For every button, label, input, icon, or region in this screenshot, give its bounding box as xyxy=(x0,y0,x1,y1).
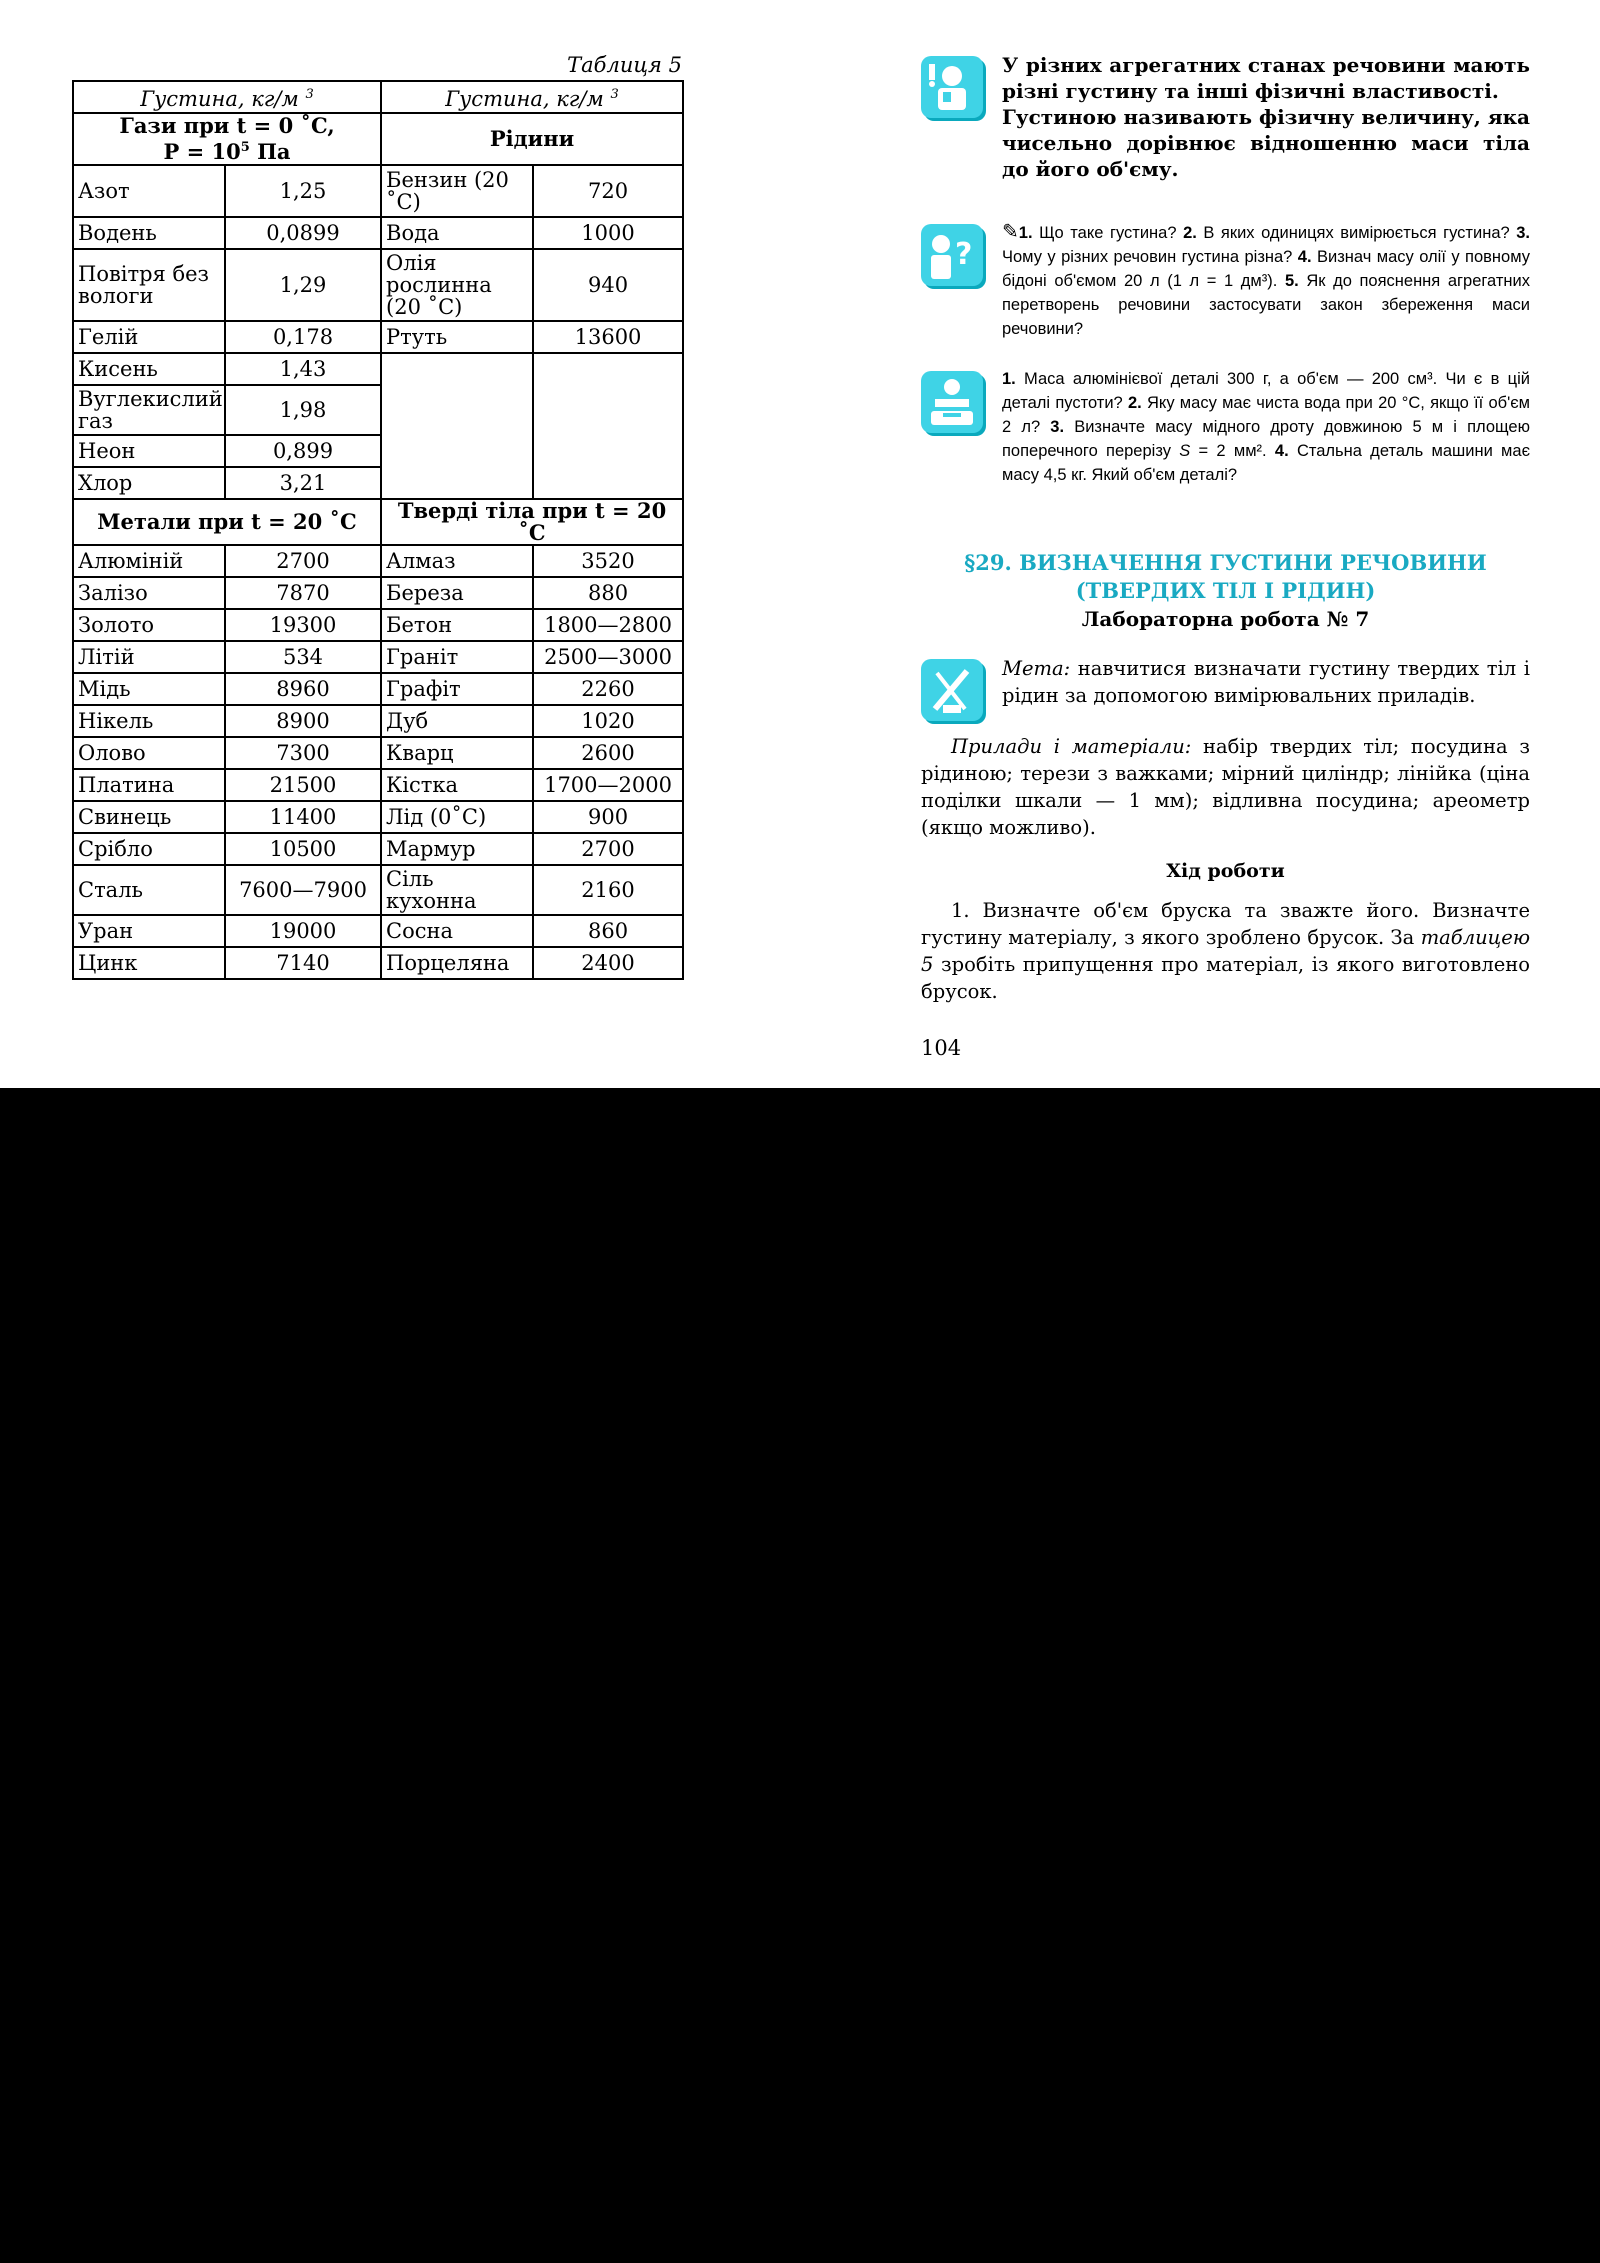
pencil-icon: ✎ xyxy=(1002,221,1019,243)
substance-name: Алюміній xyxy=(73,545,225,577)
density-value: 7870 xyxy=(225,577,381,609)
substance-name: Мармур xyxy=(381,833,533,865)
substance-name: Ртуть xyxy=(381,321,533,353)
table-row xyxy=(73,609,683,641)
density-value: 2260 xyxy=(533,673,683,705)
density-value: 11400 xyxy=(225,801,381,833)
svg-text:?: ? xyxy=(955,237,973,272)
density-value: 940 xyxy=(533,249,683,321)
substance-name: Золото xyxy=(73,609,225,641)
substance-name: Залізо xyxy=(73,577,225,609)
section-title: §29. ВИЗНАЧЕННЯ ГУСТИНИ РЕЧОВИНИ (ТВЕРДИХ ТІЛ І РІДИН) xyxy=(964,550,1487,603)
table-row xyxy=(73,217,683,249)
density-value: 0,0899 xyxy=(225,217,381,249)
substance-name: Свинець xyxy=(73,801,225,833)
density-value: 13600 xyxy=(533,321,683,353)
density-value: 2500—3000 xyxy=(533,641,683,673)
summary-line2: Густиною називають фізичну величину, яка чисельно дорівнює відношенню маси тіла до його об'єму. xyxy=(1002,105,1530,181)
substance-name: Лід (0˚C) xyxy=(381,801,533,833)
density-value: 7600—7900 xyxy=(225,865,381,915)
density-value: 2600 xyxy=(533,737,683,769)
goal-text: Мета: навчитися визначати густину твердих тіл і рідин за допомогою вимірювальних приладів. xyxy=(1002,657,1530,707)
substance-name: Цинк xyxy=(73,947,225,979)
density-value: 2400 xyxy=(533,947,683,979)
substance-name: Кістка xyxy=(381,769,533,801)
density-value: 19300 xyxy=(225,609,381,641)
questions-icon xyxy=(921,224,983,286)
density-value: 1020 xyxy=(533,705,683,737)
problems-icon xyxy=(921,371,983,433)
table-row xyxy=(73,865,683,915)
empty-cell xyxy=(533,353,683,499)
substance-name: Бензин (20 ˚C) xyxy=(381,165,533,217)
density-value: 3520 xyxy=(533,545,683,577)
density-value: 860 xyxy=(533,915,683,947)
table-row xyxy=(73,165,683,217)
group-row xyxy=(73,499,683,545)
table-row xyxy=(73,737,683,769)
density-value: 1,25 xyxy=(225,165,381,217)
substance-name: Граніт xyxy=(381,641,533,673)
substance-name: Олово xyxy=(73,737,225,769)
substance-name: Мідь xyxy=(73,673,225,705)
density-value: 0,178 xyxy=(225,321,381,353)
substance-name: Сталь xyxy=(73,865,225,915)
table-row xyxy=(73,947,683,979)
density-value: 8900 xyxy=(225,705,381,737)
substance-name: Вода xyxy=(381,217,533,249)
substance-name: Повітря без вологи xyxy=(73,249,225,321)
table-caption: Таблиця 5 xyxy=(567,53,682,77)
group-row xyxy=(73,113,683,165)
solids-heading: Тверді тіла при t = 20 ˚C xyxy=(381,499,683,545)
density-value: 2700 xyxy=(533,833,683,865)
left-page xyxy=(72,50,684,1110)
density-value: 720 xyxy=(533,165,683,217)
page-number-right: 104 xyxy=(921,1036,962,1060)
substance-name: Уран xyxy=(73,915,225,947)
summary-line1: У різних агрегатних станах речовини мають різні густину та інші фізичні властивості. xyxy=(1002,53,1530,103)
problems-text: 1. Маса алюмінієвої деталі 300 г, а об'єм — 200 см³. Чи є в цій деталі пустоти? 2. Яку масу має чиста вода при 20 °С, якщо її об'єм 2 л? 3. Визначте масу мідного дроту довжиною 5 м і площею поперечного перерізу S = 2 мм². 4. Стальна деталь машини має масу 4,5 кг. Який об'єм деталі? xyxy=(1002,370,1530,484)
table-row xyxy=(73,577,683,609)
density-value: 0,899 xyxy=(225,435,381,467)
procedure-heading: Хід роботи xyxy=(1166,860,1285,882)
column-header: Густина, кг/м $^3$ xyxy=(73,81,381,113)
column-header: Густина, кг/м $^3$ xyxy=(381,81,683,113)
density-value: 19000 xyxy=(225,915,381,947)
substance-name: Сіль кухонна xyxy=(381,865,533,915)
right-page xyxy=(921,52,1530,1005)
page-number: 103 xyxy=(640,1086,681,1110)
density-value: 8960 xyxy=(225,673,381,705)
substance-name: Береза xyxy=(381,577,533,609)
density-value: 10500 xyxy=(225,833,381,865)
questions-block xyxy=(921,220,1530,341)
table-row xyxy=(73,705,683,737)
materials-text: Прилади і матеріали: набір твердих тіл; посудина з рідиною; терези з важками; мірний циліндр; лінійка (ціна поділки шкали — 1 мм); відливна посудина; ареометр (якщо можливо). xyxy=(921,735,1530,839)
density-value: 7140 xyxy=(225,947,381,979)
substance-name: Неон xyxy=(73,435,225,467)
density-value: 534 xyxy=(225,641,381,673)
book-spread xyxy=(0,0,1600,1110)
table-row xyxy=(73,353,683,385)
density-value: 7300 xyxy=(225,737,381,769)
substance-name: Хлор xyxy=(73,467,225,499)
table-row xyxy=(73,915,683,947)
remember-icon xyxy=(921,56,983,118)
density-value: 2160 xyxy=(533,865,683,915)
table-row xyxy=(73,769,683,801)
substance-name: Графіт xyxy=(381,673,533,705)
density-value: 2700 xyxy=(225,545,381,577)
density-value: 900 xyxy=(533,801,683,833)
density-value: 21500 xyxy=(225,769,381,801)
gases-heading: Гази при t = 0 ˚C, $P = 10^5$ Па xyxy=(73,113,381,165)
density-value: 1,43 xyxy=(225,353,381,385)
table-row xyxy=(73,249,683,321)
table-row xyxy=(73,321,683,353)
density-table xyxy=(72,80,684,980)
density-value: 1700—2000 xyxy=(533,769,683,801)
substance-name: Алмаз xyxy=(381,545,533,577)
substance-name: Порцеляна xyxy=(381,947,533,979)
summary-block xyxy=(921,52,1530,194)
substance-name: Кварц xyxy=(381,737,533,769)
procedure-step-1: 1. Визначте об'єм бруска та зважте його. Визначте густину матеріалу, з якого зроблено брусок. За таблицею 5 зробіть припущення про матеріал, із якого виготовлено брусок. xyxy=(921,899,1530,1003)
density-value: 880 xyxy=(533,577,683,609)
lab-title: Лабораторна робота № 7 xyxy=(1081,607,1370,631)
table-row xyxy=(73,673,683,705)
metals-heading: Метали при t = 20 ˚C xyxy=(73,499,381,545)
substance-name: Сосна xyxy=(381,915,533,947)
table-row xyxy=(73,801,683,833)
substance-name: Азот xyxy=(73,165,225,217)
substance-name: Кисень xyxy=(73,353,225,385)
table-row xyxy=(73,641,683,673)
density-value: 1,29 xyxy=(225,249,381,321)
substance-name: Олія рослинна (20 ˚C) xyxy=(381,249,533,321)
substance-name: Літій xyxy=(73,641,225,673)
lab-tools-icon xyxy=(921,659,983,721)
problems-block xyxy=(921,367,1530,487)
substance-name: Платина xyxy=(73,769,225,801)
empty-cell xyxy=(381,353,533,499)
density-value: 1000 xyxy=(533,217,683,249)
substance-name: Гелій xyxy=(73,321,225,353)
substance-name: Водень xyxy=(73,217,225,249)
substance-name: Бетон xyxy=(381,609,533,641)
substance-name: Дуб xyxy=(381,705,533,737)
table-row xyxy=(73,545,683,577)
questions-text: ✎1. Що таке густина? 2. В яких одиницях вимірюється густина? 3. Чому у різних речовин густина різна? 4. Визнач масу олії у повному бідоні об'ємом 20 л (1 л = 1 дм³). 5. Як до пояснення агрегатних перетворень речовини застосувати закон збереження маси речовини? xyxy=(1002,221,1530,338)
substance-name: Вуглекислий газ xyxy=(73,385,225,435)
liquids-heading: Рідини xyxy=(381,113,683,165)
substance-name: Срібло xyxy=(73,833,225,865)
goal-block xyxy=(921,655,1530,719)
density-value: 1,98 xyxy=(225,385,381,435)
density-value: 3,21 xyxy=(225,467,381,499)
substance-name: Нікель xyxy=(73,705,225,737)
density-value: 1800—2800 xyxy=(533,609,683,641)
table-row xyxy=(73,833,683,865)
header-row xyxy=(73,81,683,113)
